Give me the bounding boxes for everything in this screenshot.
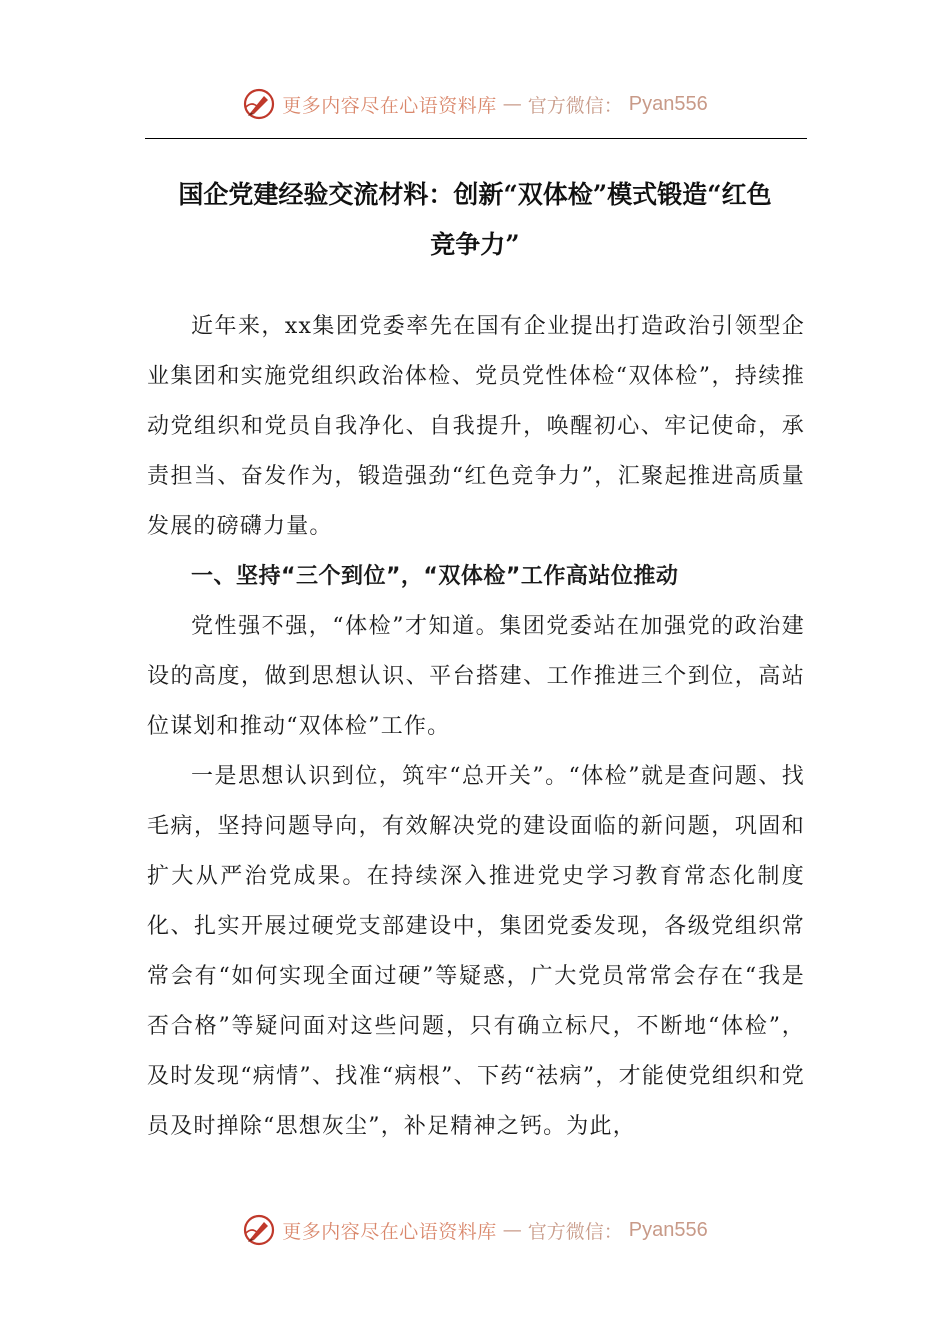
paragraph-intro: 近年来，xx集团党委率先在国有企业提出打造政治引领型企业集团和实施党组织政治体检、党员党性体检“双体检”，持续推动党组织和党员自我净化、自我提升，唤醒初心、牢记使命，承责担当、奋发作为，锻造强劲“红色竞争力”，汇聚起推进高质量发展的磅礴力量。 (147, 314, 805, 539)
document-title (150, 170, 800, 270)
watermark-wechat-id: Pyan556 (628, 1218, 708, 1241)
paragraph-point-1: 一是思想认识到位，筑牢“总开关”。“体检”就是查问题、找毛病，坚持问题导向，有效解决党的建设面临的新问题，巩固和扩大从严治党成果。在持续深入推进党史学习教育常态化制度化、扎实开展过硬党支部建设中，集团党委发现，各级党组织常常会有“如何实现全面过硬”等疑惑，广大党员常常会存在“我是否合格”等疑问面对这些问题，只有确立标尺，不断地“体检”，及时发现“病情”、找准“病根”、下药“祛病”，才能使党组织和党员及时掸除“思想灰尘”，补足精神之钙。为此， (147, 764, 805, 1139)
section-heading-1: 一、坚持“三个到位”，“双体检”工作高站位推动 (191, 564, 679, 589)
watermark-wechat-label: 官方微信： (527, 1220, 623, 1243)
pen-nib-icon (242, 1213, 276, 1247)
watermark-footer (0, 1210, 950, 1250)
watermark-brand: 更多内容尽在心语资料库 (282, 1220, 497, 1243)
watermark-separator: — (502, 93, 522, 115)
paragraph-section-1: 党性强不强，“体检”才知道。集团党委站在加强党的政治建设的高度，做到思想认识、平台搭建、工作推进三个到位，高站位谋划和推动“双体检”工作。 (147, 614, 805, 739)
watermark-wechat-id: Pyan556 (628, 92, 708, 115)
header-divider (145, 138, 807, 139)
watermark-header (0, 84, 950, 124)
document-body (147, 302, 805, 1152)
pen-nib-icon (242, 87, 276, 121)
title-line-1: 国企党建经验交流材料：创新“双体检”模式锻造“红色 (178, 180, 772, 209)
title-line-2: 竞争力” (430, 230, 520, 259)
watermark-brand: 更多内容尽在心语资料库 (282, 94, 497, 117)
watermark-separator: — (502, 1219, 522, 1241)
watermark-wechat-label: 官方微信： (527, 94, 623, 117)
